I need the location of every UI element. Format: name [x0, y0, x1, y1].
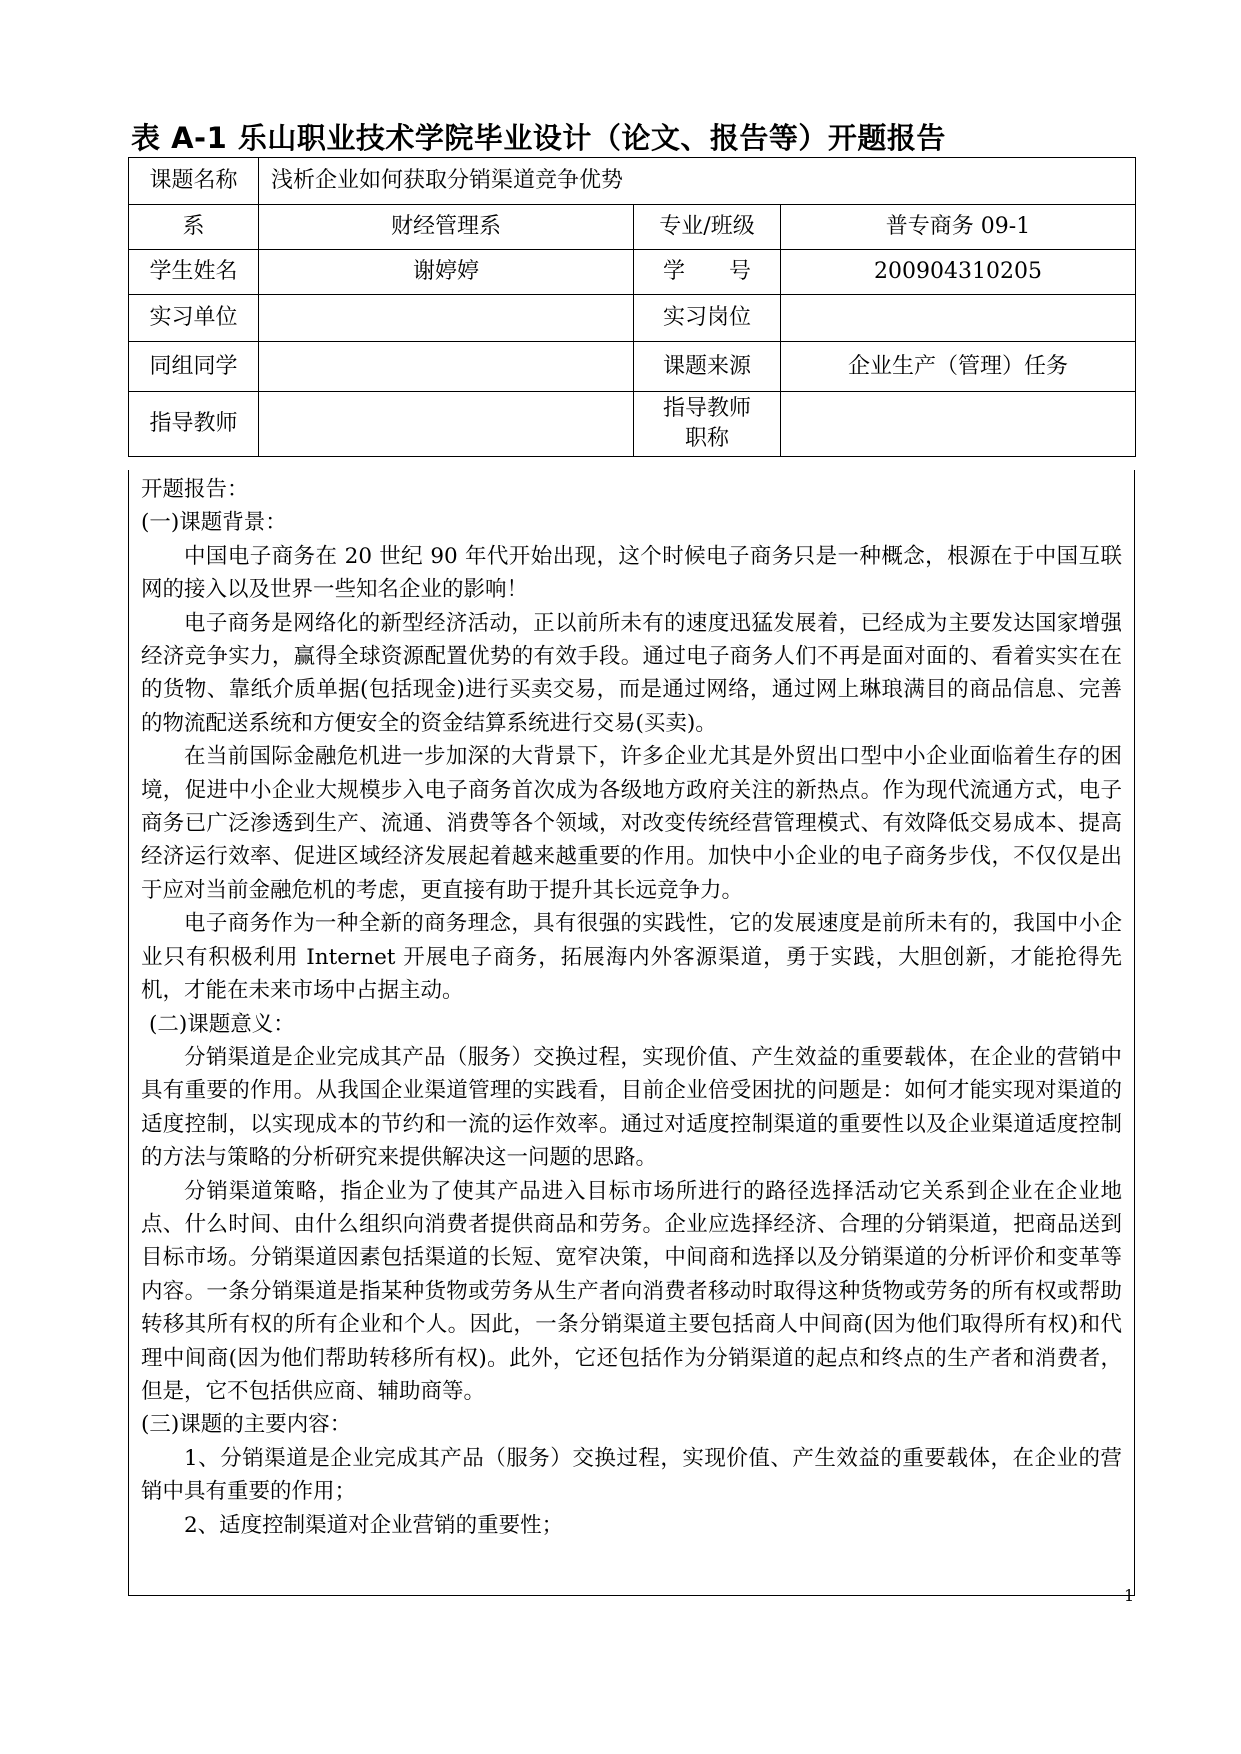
advisor-value: [259, 392, 634, 457]
id-value: 200904310205: [781, 250, 1136, 295]
intern-unit-label: 实习单位: [129, 295, 259, 342]
section-2-paragraph: 分销渠道是企业完成其产品（服务）交换过程，实现价值、产生效益的重要载体，在企业的营销中具有重要的作用。从我国企业渠道管理的实践看，目前企业倍受困扰的问题是：如何才能实现对渠道的适度控制，以实现成本的节约和一流的运作效率。通过对适度控制渠道的重要性以及企业渠道适度控制的方法与策略的分析研究来提供解决这一问题的思路。: [141, 1044, 1122, 1171]
report-heading: 开题报告：: [141, 477, 249, 502]
advisor-title-value: [781, 392, 1136, 457]
table-row: [129, 205, 1136, 250]
id-label: 学 号: [634, 250, 781, 295]
topic-label: 课题名称: [129, 158, 259, 205]
group-label: 同组同学: [129, 342, 259, 392]
student-label: 学生姓名: [129, 250, 259, 295]
page-number: 1: [1124, 1586, 1135, 1605]
table-row: [129, 295, 1136, 342]
section-1-paragraph: 中国电子商务在 20 世纪 90 年代开始出现，这个时候电子商务只是一种概念，根源在于中国互联网的接入以及世界一些知名企业的影响！: [141, 543, 1122, 603]
source-value: 企业生产（管理）任务: [781, 342, 1136, 392]
info-table: [128, 157, 1136, 457]
section-3-title: (三)课题的主要内容：: [141, 1412, 352, 1438]
section-1-paragraph: 在当前国际金融危机进一步加深的大背景下，许多企业尤其是外贸出口型中小企业面临着生存的困境，促进中小企业大规模步入电子商务首次成为各级地方政府关注的新热点。作为现代流通方式，电子商务已广泛渗透到生产、流通、消费等各个领域，对改变传统经营管理模式、有效降低交易成本、提高经济运行效率、促进区域经济发展起着越来越重要的作用。加快中小企业的电子商务步伐，不仅仅是出于应对当前金融危机的考虑，更直接有助于提升其长远竞争力。: [141, 744, 1122, 903]
section-3-item: 1、分销渠道是企业完成其产品（服务）交换过程，实现价值、产生效益的重要载体，在企业的营销中具有重要的作用；: [141, 1445, 1122, 1505]
section-3-item: 2、适度控制渠道对企业营销的重要性；: [184, 1512, 564, 1538]
student-value: 谢婷婷: [259, 250, 634, 295]
topic-value: 浅析企业如何获取分销渠道竞争优势: [259, 158, 1136, 205]
intern-unit-value: [259, 295, 634, 342]
advisor-title-label: [634, 392, 781, 457]
intern-post-label: 实习岗位: [634, 295, 781, 342]
intern-post-value: [781, 295, 1136, 342]
dept-value: 财经管理系: [259, 205, 634, 250]
section-2-paragraph: 分销渠道策略，指企业为了使其产品进入目标市场所进行的路径选择活动它关系到企业在企业地点、什么时间、由什么组织向消费者提供商品和劳务。企业应选择经济、合理的分销渠道，把商品送到目标市场。分销渠道因素包括渠道的长短、宽窄决策，中间商和选择以及分销渠道的分析评价和变革等内容。一条分销渠道是指某种货物或劳务从生产者向消费者移动时取得这种货物或劳务的所有权或帮助转移其所有权的所有企业和个人。因此，一条分销渠道主要包括商人中间商(因为他们取得所有权)和代理中间商(因为他们帮助转移所有权)。此外，它还包括作为分销渠道的起点和终点的生产者和消费者，但是，它不包括供应商、辅助商等。: [141, 1178, 1122, 1404]
table-row: [129, 250, 1136, 295]
section-1-paragraph: 电子商务作为一种全新的商务理念，具有很强的实践性，它的发展速度是前所未有的，我国中小企业只有积极利用 Internet 开展电子商务，拓展海内外客源渠道，勇于实践，大胆创新，才能抢得先机，才能在未来市场中占据主动。: [141, 911, 1122, 1004]
major-label: 专业/班级: [634, 205, 781, 250]
advisor-title-label-line1: 指导教师: [662, 396, 751, 421]
dept-label: 系: [129, 205, 259, 250]
page-title: 表 A-1 乐山职业技术学院毕业设计（论文、报告等）开题报告: [131, 121, 946, 155]
advisor-label: 指导教师: [129, 392, 259, 457]
table-row: [129, 342, 1136, 392]
section-1-paragraph: 电子商务是网络化的新型经济活动，正以前所未有的速度迅猛发展着，已经成为主要发达国家增强经济竞争实力，赢得全球资源配置优势的有效手段。通过电子商务人们不再是面对面的、看着实实在在的货物、靠纸介质单据(包括现金)进行买卖交易，而是通过网络，通过网上琳琅满目的商品信息、完善的物流配送系统和方便安全的资金结算系统进行交易(买卖)。: [141, 610, 1122, 736]
table-row: [129, 158, 1136, 205]
report-body: [128, 470, 1135, 1596]
advisor-title-label-line2: 职称: [684, 426, 729, 451]
table-row: [129, 392, 1136, 457]
source-label: 课题来源: [634, 342, 781, 392]
section-2-title: (二)课题意义：: [149, 1011, 295, 1037]
group-value: [259, 342, 634, 392]
major-value: 普专商务 09-1: [781, 205, 1136, 250]
section-1-title: (一)课题背景：: [141, 510, 287, 536]
